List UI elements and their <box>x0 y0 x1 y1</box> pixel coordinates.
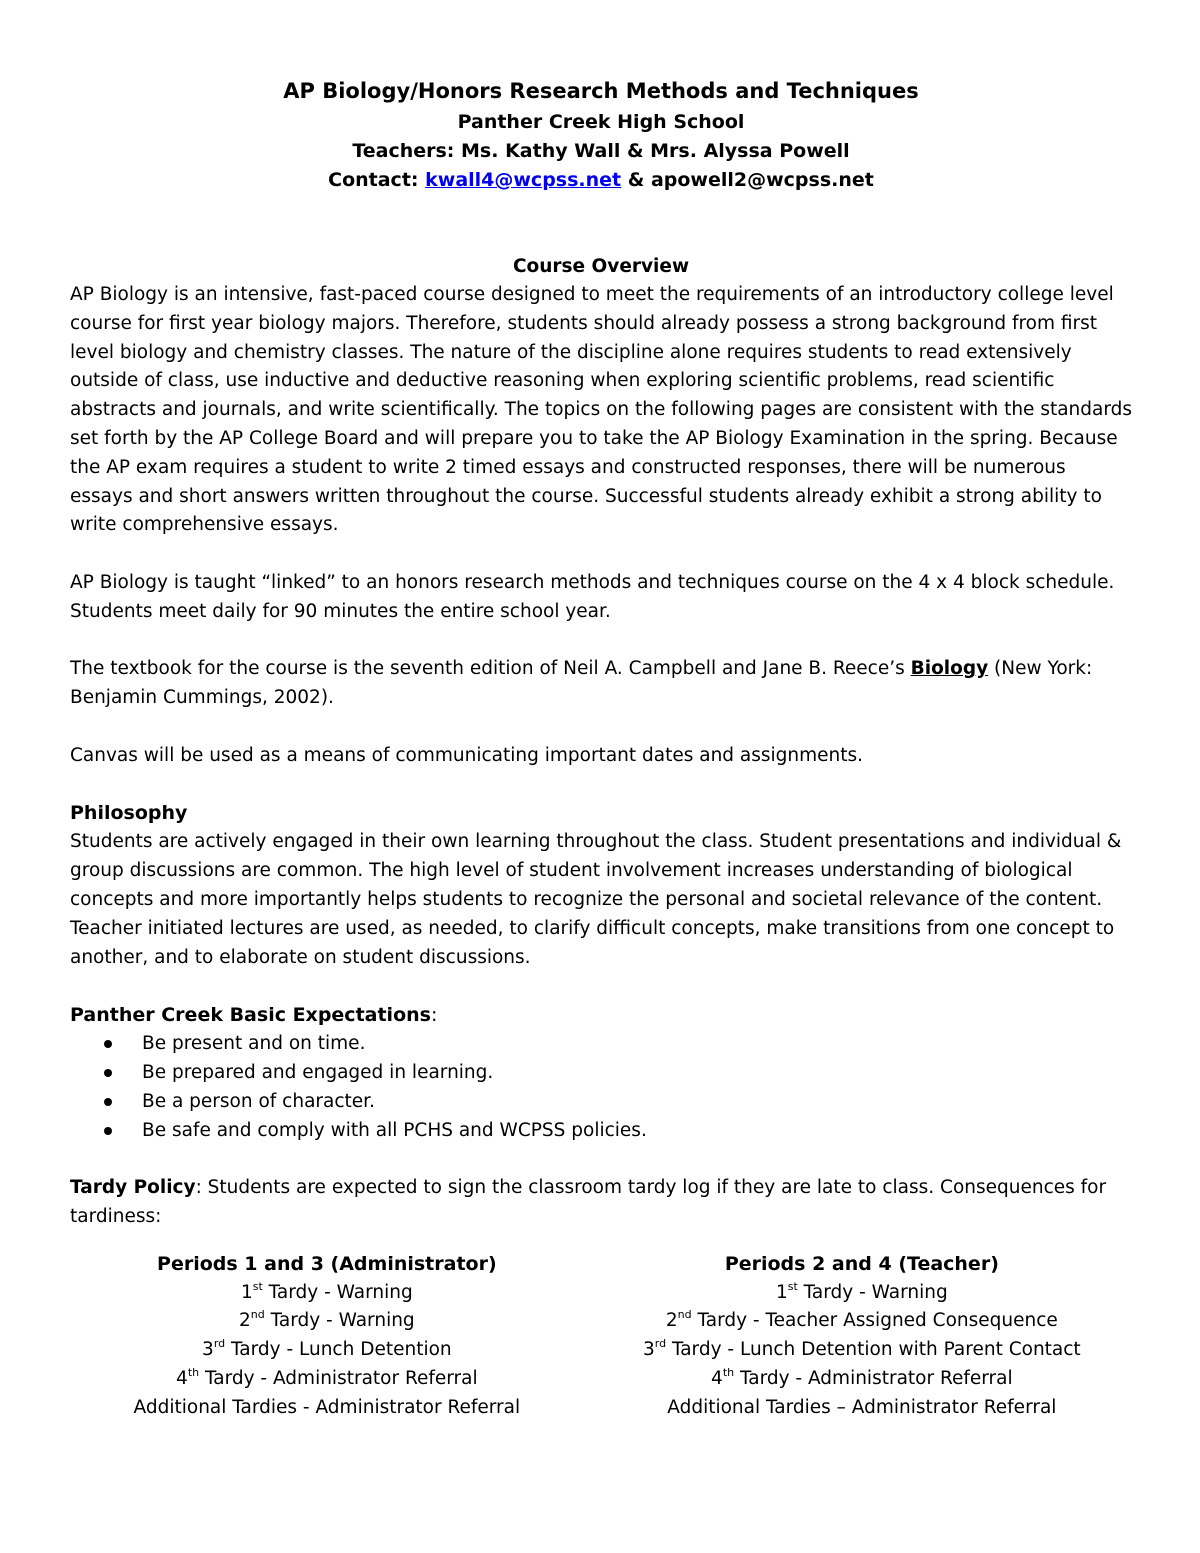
document-page <box>70 74 1132 1422</box>
tardy-number: 2 <box>665 1310 678 1332</box>
tardy-row <box>592 1307 1132 1336</box>
tardy-column-teacher <box>592 1250 1132 1423</box>
bullet-icon <box>104 1069 112 1077</box>
textbook-text-pre: The textbook for the course is the seventh edition of Neil A. Campbell and Jane B. Reece’s <box>70 658 911 680</box>
tardy-consequence: Tardy - Teacher Assigned Consequence <box>691 1310 1058 1332</box>
linked-course-paragraph: AP Biology is taught “linked” to an honors research methods and techniques course on the 4 x 4 block schedule. Students meet daily for 90 minutes the entire school year. <box>70 571 1115 622</box>
expectations-heading <box>70 1001 1132 1030</box>
bullet-icon <box>104 1098 112 1106</box>
philosophy-heading: Philosophy <box>70 802 188 825</box>
textbook-title: Biology <box>910 658 989 680</box>
tardy-row <box>70 1336 584 1365</box>
tardy-ordinal: th <box>722 1365 735 1379</box>
tardy-policy-text: : Students are expected to sign the classroom tardy log if they are late to class. Consequences for tardiness: <box>70 1177 1107 1227</box>
tardy-row <box>70 1307 584 1336</box>
tardy-consequence: Tardy - Lunch Detention with Parent Contact <box>666 1339 1081 1361</box>
tardy-consequences <box>70 1250 1132 1423</box>
tardy-additional: Additional Tardies - Administrator Referral <box>133 1396 521 1418</box>
expectation-text: Be a person of character. <box>142 1090 375 1112</box>
tardy-number: 1 <box>775 1281 788 1303</box>
tardy-ordinal: nd <box>250 1308 265 1322</box>
tardy-ordinal: nd <box>677 1308 692 1322</box>
tardy-policy-label: Tardy Policy <box>70 1177 196 1199</box>
email-apowell: apowell2@wcpss.net <box>650 169 874 191</box>
tardy-consequence: Tardy - Warning <box>264 1310 415 1332</box>
course-title: AP Biology/Honors Research Methods and Techniques <box>283 79 919 103</box>
tardy-ordinal: rd <box>213 1337 226 1351</box>
expectation-text: Be prepared and engaged in learning. <box>142 1061 494 1083</box>
tardy-row <box>592 1365 1132 1394</box>
expectation-text: Be present and on time. <box>142 1033 366 1055</box>
tardy-ordinal: st <box>787 1279 798 1293</box>
tardy-number: 4 <box>176 1367 188 1389</box>
tardy-consequence: Tardy - Administrator Referral <box>199 1367 478 1389</box>
tardy-consequence: Tardy - Warning <box>797 1281 948 1303</box>
canvas-paragraph: Canvas will be used as a means of communicating important dates and assignments. <box>70 744 864 766</box>
expectations-list <box>70 1030 1132 1145</box>
tardy-ordinal: st <box>252 1279 263 1293</box>
contact-label: Contact: <box>328 169 426 191</box>
tardy-number: 3 <box>202 1339 214 1361</box>
list-item <box>70 1117 1132 1146</box>
tardy-consequence: Tardy - Administrator Referral <box>734 1367 1013 1389</box>
tardy-ordinal: th <box>187 1365 200 1379</box>
tardy-consequence: Tardy - Warning <box>262 1281 413 1303</box>
contact-separator: & <box>621 169 651 191</box>
tardy-number: 3 <box>643 1339 655 1361</box>
overview-paragraph: AP Biology is an intensive, fast-paced course designed to meet the requirements of an introductory college level course for first year biology majors. Therefore, students should already possess a strong background from first level biology and chemistry classes. The nature of the discipline alone requires students to read extensively outside of class, use inductive and deductive reasoning when exploring scientific problems, read scientific abstracts and journals, and write scientifically. The topics on the following pages are consistent with the standards set forth by the AP College Board and will prepare you to take the AP Biology Examination in the spring. Because the AP exam requires a student to write 2 timed essays and constructed responses, there will be numerous essays and short answers written throughout the course. Successful students already exhibit a strong ability to write comprehensive essays. <box>70 284 1133 536</box>
tardy-row <box>592 1279 1132 1308</box>
tardy-number: 2 <box>239 1310 251 1332</box>
tardy-additional: Additional Tardies – Administrator Referral <box>667 1396 1057 1418</box>
expectations-heading-text: Panther Creek Basic Expectations <box>70 1004 431 1027</box>
list-item <box>70 1030 1132 1059</box>
document-header <box>70 74 1132 195</box>
tardy-column-heading: Periods 1 and 3 (Administrator) <box>157 1252 497 1275</box>
school-name: Panther Creek High School <box>457 111 745 133</box>
philosophy-paragraph: Students are actively engaged in their own learning throughout the class. Student presentations and individual & group discussions are common. The high level of student involvement increases understanding of biological concepts and more importantly helps students to recognize the personal and societal relevance of the content. Teacher initiated lectures are used, as needed, to clarify difficult concepts, make transitions from one concept to another, and to elaborate on student discussions. <box>70 831 1122 968</box>
course-overview-heading: Course Overview <box>512 256 690 277</box>
textbook-paragraph <box>70 655 1132 713</box>
expectation-text: Be safe and comply with all PCHS and WCPSS policies. <box>142 1119 647 1141</box>
list-item <box>70 1059 1132 1088</box>
list-item <box>70 1088 1132 1117</box>
tardy-column-administrator <box>70 1250 584 1423</box>
bullet-icon <box>104 1127 112 1135</box>
tardy-column-heading: Periods 2 and 4 (Teacher) <box>724 1252 999 1275</box>
tardy-ordinal: rd <box>654 1337 667 1351</box>
textbook-text-post: (New York: Benjamin Cummings, 2002). <box>70 658 1093 709</box>
email-link-kwall[interactable]: kwall4@wcpss.net <box>425 169 622 191</box>
tardy-policy-paragraph <box>70 1174 1132 1232</box>
bullet-icon <box>104 1040 112 1048</box>
tardy-row <box>70 1279 584 1308</box>
contact-line <box>70 166 1132 195</box>
teachers-line: Teachers: Ms. Kathy Wall & Mrs. Alyssa Powell <box>352 140 850 162</box>
expectations-heading-colon: : <box>430 1004 438 1027</box>
tardy-row <box>592 1336 1132 1365</box>
tardy-row <box>70 1365 584 1394</box>
tardy-number: 4 <box>711 1367 723 1389</box>
tardy-number: 1 <box>240 1281 253 1303</box>
tardy-consequence: Tardy - Lunch Detention <box>225 1339 452 1361</box>
